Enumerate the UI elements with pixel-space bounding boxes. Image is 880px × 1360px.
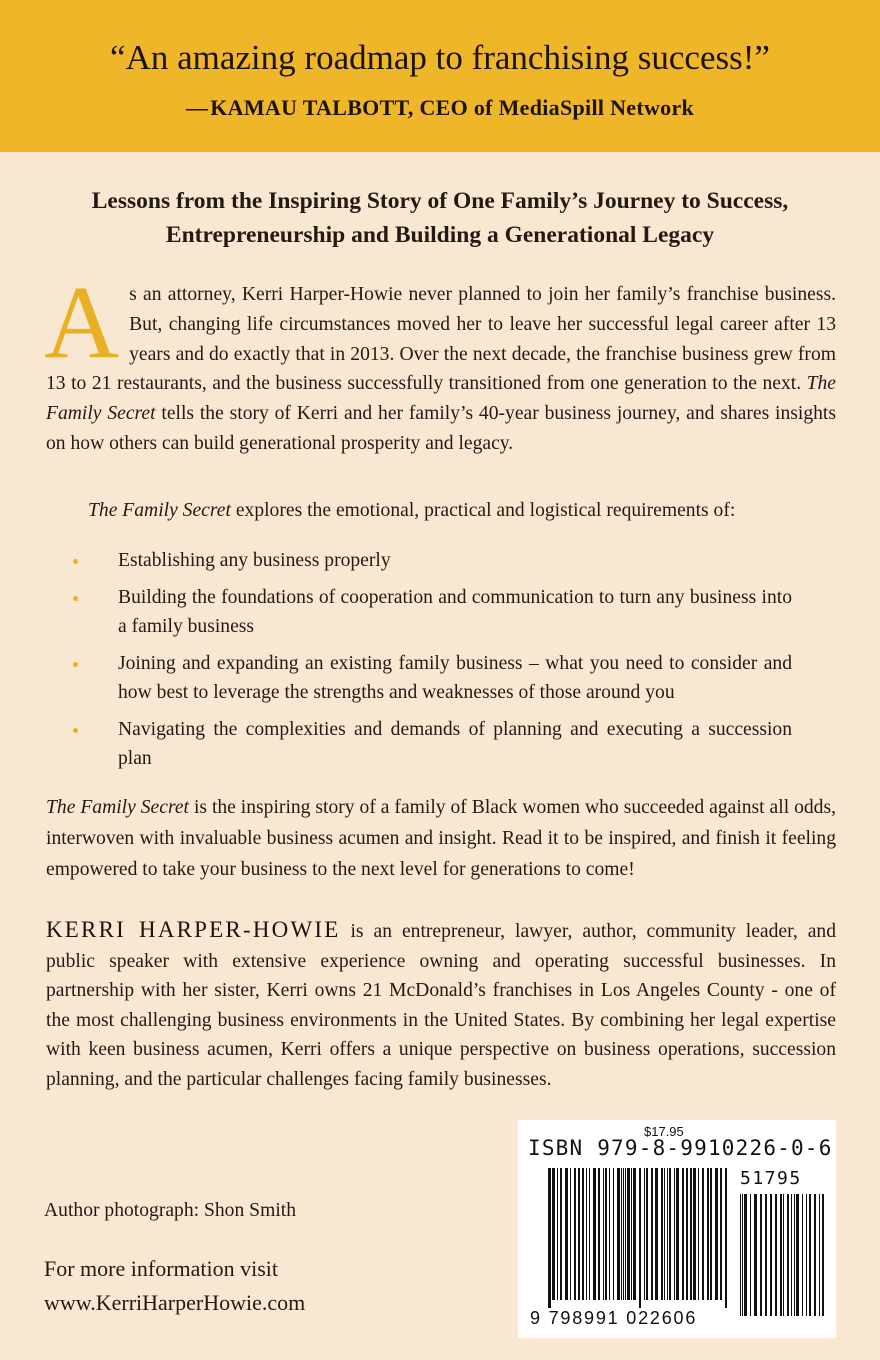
barcode-bar: [633, 1168, 636, 1300]
intro-paragraph: [44, 265, 836, 459]
explores-line: [88, 497, 848, 525]
bullet-dot-icon: [73, 596, 78, 601]
barcode-bar: [765, 1194, 767, 1316]
barcode-bar: [669, 1168, 671, 1300]
headline-line-2: Entrepreneurship and Building a Generational Legacy: [165, 222, 715, 248]
barcode-bar: [702, 1168, 704, 1300]
barcode-bar: [617, 1168, 620, 1300]
quote-banner: [0, 0, 880, 152]
barcode-bar: [593, 1168, 596, 1300]
closing-text: is the inspiring story of a family of Black women who succeeded against all odds, interwoven with invaluable business acumen and insight. Read it to be inspired, and finish it feeling empowered to take your business to the next level for generations to come!: [46, 797, 836, 880]
barcode-bar: [707, 1168, 709, 1300]
barcode-bar: [578, 1168, 580, 1300]
barcode-addon-digits: 51795: [740, 1168, 802, 1189]
barcode-bar: [605, 1168, 607, 1300]
barcode-bar: [710, 1168, 712, 1300]
barcode-bar: [796, 1194, 799, 1316]
barcode-bar: [780, 1194, 782, 1316]
more-info-label: For more information visit: [44, 1256, 279, 1281]
bullet-dot-icon: [73, 662, 78, 667]
barcode-bar: [740, 1194, 741, 1316]
barcode-bar: [603, 1168, 604, 1300]
barcode-bar: [586, 1168, 587, 1300]
author-bio: [46, 915, 836, 1094]
barcode-bar: [750, 1194, 751, 1316]
endorsement-attribution: [0, 95, 880, 121]
book-title: The Family Secret: [46, 797, 189, 818]
barcode-bar: [744, 1194, 747, 1316]
barcode-bar: [787, 1194, 789, 1316]
barcode-bar: [725, 1168, 727, 1308]
barcode-bar: [791, 1194, 792, 1316]
author-name: KERRI HARPER-HOWIE: [46, 917, 341, 942]
list-item-text: Joining and expanding an existing family business – what you need to consider and how best to leverage the strengths and weaknesses of those around you: [118, 652, 792, 703]
barcode-bar: [646, 1168, 648, 1300]
barcode-bar: [686, 1168, 688, 1300]
barcode-bar: [627, 1168, 630, 1300]
barcode-bar: [609, 1168, 610, 1300]
list-item: [72, 583, 792, 642]
drop-cap: A: [44, 265, 120, 380]
photo-credit: Author photograph: Shon Smith: [44, 1200, 297, 1221]
website-link[interactable]: www.KerriHarperHowie.com: [44, 1290, 306, 1315]
list-item: [72, 649, 792, 708]
book-title: The Family Secret: [46, 373, 836, 425]
barcode-bar: [819, 1194, 820, 1316]
explores-text: explores the emotional, practical and logistical requirements of:: [235, 500, 736, 521]
barcode-bar: [639, 1168, 641, 1308]
list-item: [72, 715, 792, 774]
barcode-bar: [676, 1168, 679, 1300]
barcode-bar: [775, 1194, 777, 1316]
barcode-bar: [667, 1168, 668, 1300]
price-label: $17.95: [644, 1124, 684, 1139]
bullet-dot-icon: [73, 728, 78, 733]
barcode-bar: [754, 1194, 757, 1316]
barcode-bar: [548, 1168, 551, 1308]
barcode-bar: [613, 1168, 614, 1300]
barcode-bar: [661, 1168, 663, 1300]
barcode-bar: [822, 1194, 824, 1316]
intro-text: s an attorney, Kerri Harper-Howie never planned to join her family’s franchise business. But, changing life circumstances moved her to leave her successful legal career after 13 years and do exactly that in 2013. Over the next decade, the franchise business grew from 13 to 21 restaurants, and the business successfully transitioned from one generation to the next.: [46, 284, 836, 395]
barcode-bar: [574, 1168, 576, 1300]
intro-text-continued: tells the story of Kerri and her family’s 40-year business journey, and shares insights on how others can build generational prosperity and legacy.: [46, 403, 836, 454]
list-item-text: Navigating the complexities and demands of planning and executing a succession plan: [118, 718, 792, 769]
attribution-name: KAMAU TALBOTT, CEO of MediaSpill Network: [210, 95, 695, 120]
barcode-bar: [806, 1194, 807, 1316]
author-bio-text: is an entrepreneur, lawyer, author, community leader, and public speaker with extensive experience owning and operating successful businesses. In partnership with her sister, Kerri owns 21 McDonald’s franchises in Los Angeles County - one of the most challenging business environments in the United States. By combining her legal expertise with keen business acumen, Kerri offers a unique perspective on business operations, succession planning, and the particular challenges facing family businesses.: [46, 921, 837, 1090]
list-item-text: Building the foundations of cooperation and communication to turn any business into a family business: [118, 586, 792, 637]
barcode-bar: [814, 1194, 816, 1316]
barcode-bar: [625, 1168, 626, 1300]
headline: [20, 184, 860, 252]
headline-line-1: Lessons from the Inspiring Story of One Family’s Journey to Success,: [91, 188, 789, 214]
barcode-bar: [557, 1168, 558, 1300]
barcode-bar: [631, 1168, 632, 1300]
endorsement-quote: “An amazing roadmap to franchising success!”: [110, 38, 770, 77]
barcode-bar: [621, 1168, 622, 1300]
barcode-bar: [623, 1168, 624, 1300]
barcode-bar: [582, 1168, 584, 1300]
barcode-bar: [809, 1194, 811, 1316]
barcode-bar: [698, 1168, 699, 1300]
barcode-bar: [664, 1168, 665, 1300]
barcode-bar: [794, 1194, 795, 1316]
barcode-bar: [742, 1194, 743, 1316]
barcode-ean-digits: 9 798991 022606: [530, 1308, 698, 1328]
barcode-bar: [644, 1168, 645, 1300]
barcode-bar: [570, 1168, 571, 1300]
barcode-bar: [802, 1194, 803, 1316]
barcode-box: [518, 1120, 836, 1338]
more-info: [44, 1252, 305, 1320]
barcode-bar: [565, 1168, 568, 1300]
barcode-bar: [715, 1168, 718, 1300]
book-title: The Family Secret: [88, 500, 231, 521]
closing-paragraph: [46, 792, 836, 885]
barcode-bar: [690, 1168, 692, 1300]
barcode-bar: [589, 1168, 590, 1300]
barcode-bar: [770, 1194, 772, 1316]
barcode-bar: [651, 1168, 653, 1300]
attribution-dash: —: [185, 95, 209, 120]
requirements-list: [72, 546, 792, 781]
barcode-bar: [693, 1168, 696, 1300]
isbn-text: ISBN 979-8-9910226-0-6: [528, 1136, 833, 1160]
barcode-bar: [720, 1168, 722, 1300]
barcode-bar: [783, 1194, 784, 1316]
barcode-bar: [682, 1168, 684, 1300]
barcode-bars: [518, 1120, 836, 1338]
bullet-dot-icon: [73, 559, 78, 564]
list-item-text: Establishing any business properly: [118, 550, 391, 571]
barcode-bar: [552, 1168, 555, 1300]
barcode-bar: [760, 1194, 762, 1316]
barcode-bar: [655, 1168, 658, 1300]
barcode-bar: [598, 1168, 600, 1300]
list-item: [72, 546, 792, 576]
barcode-bar: [674, 1168, 675, 1300]
barcode-bar: [560, 1168, 562, 1300]
